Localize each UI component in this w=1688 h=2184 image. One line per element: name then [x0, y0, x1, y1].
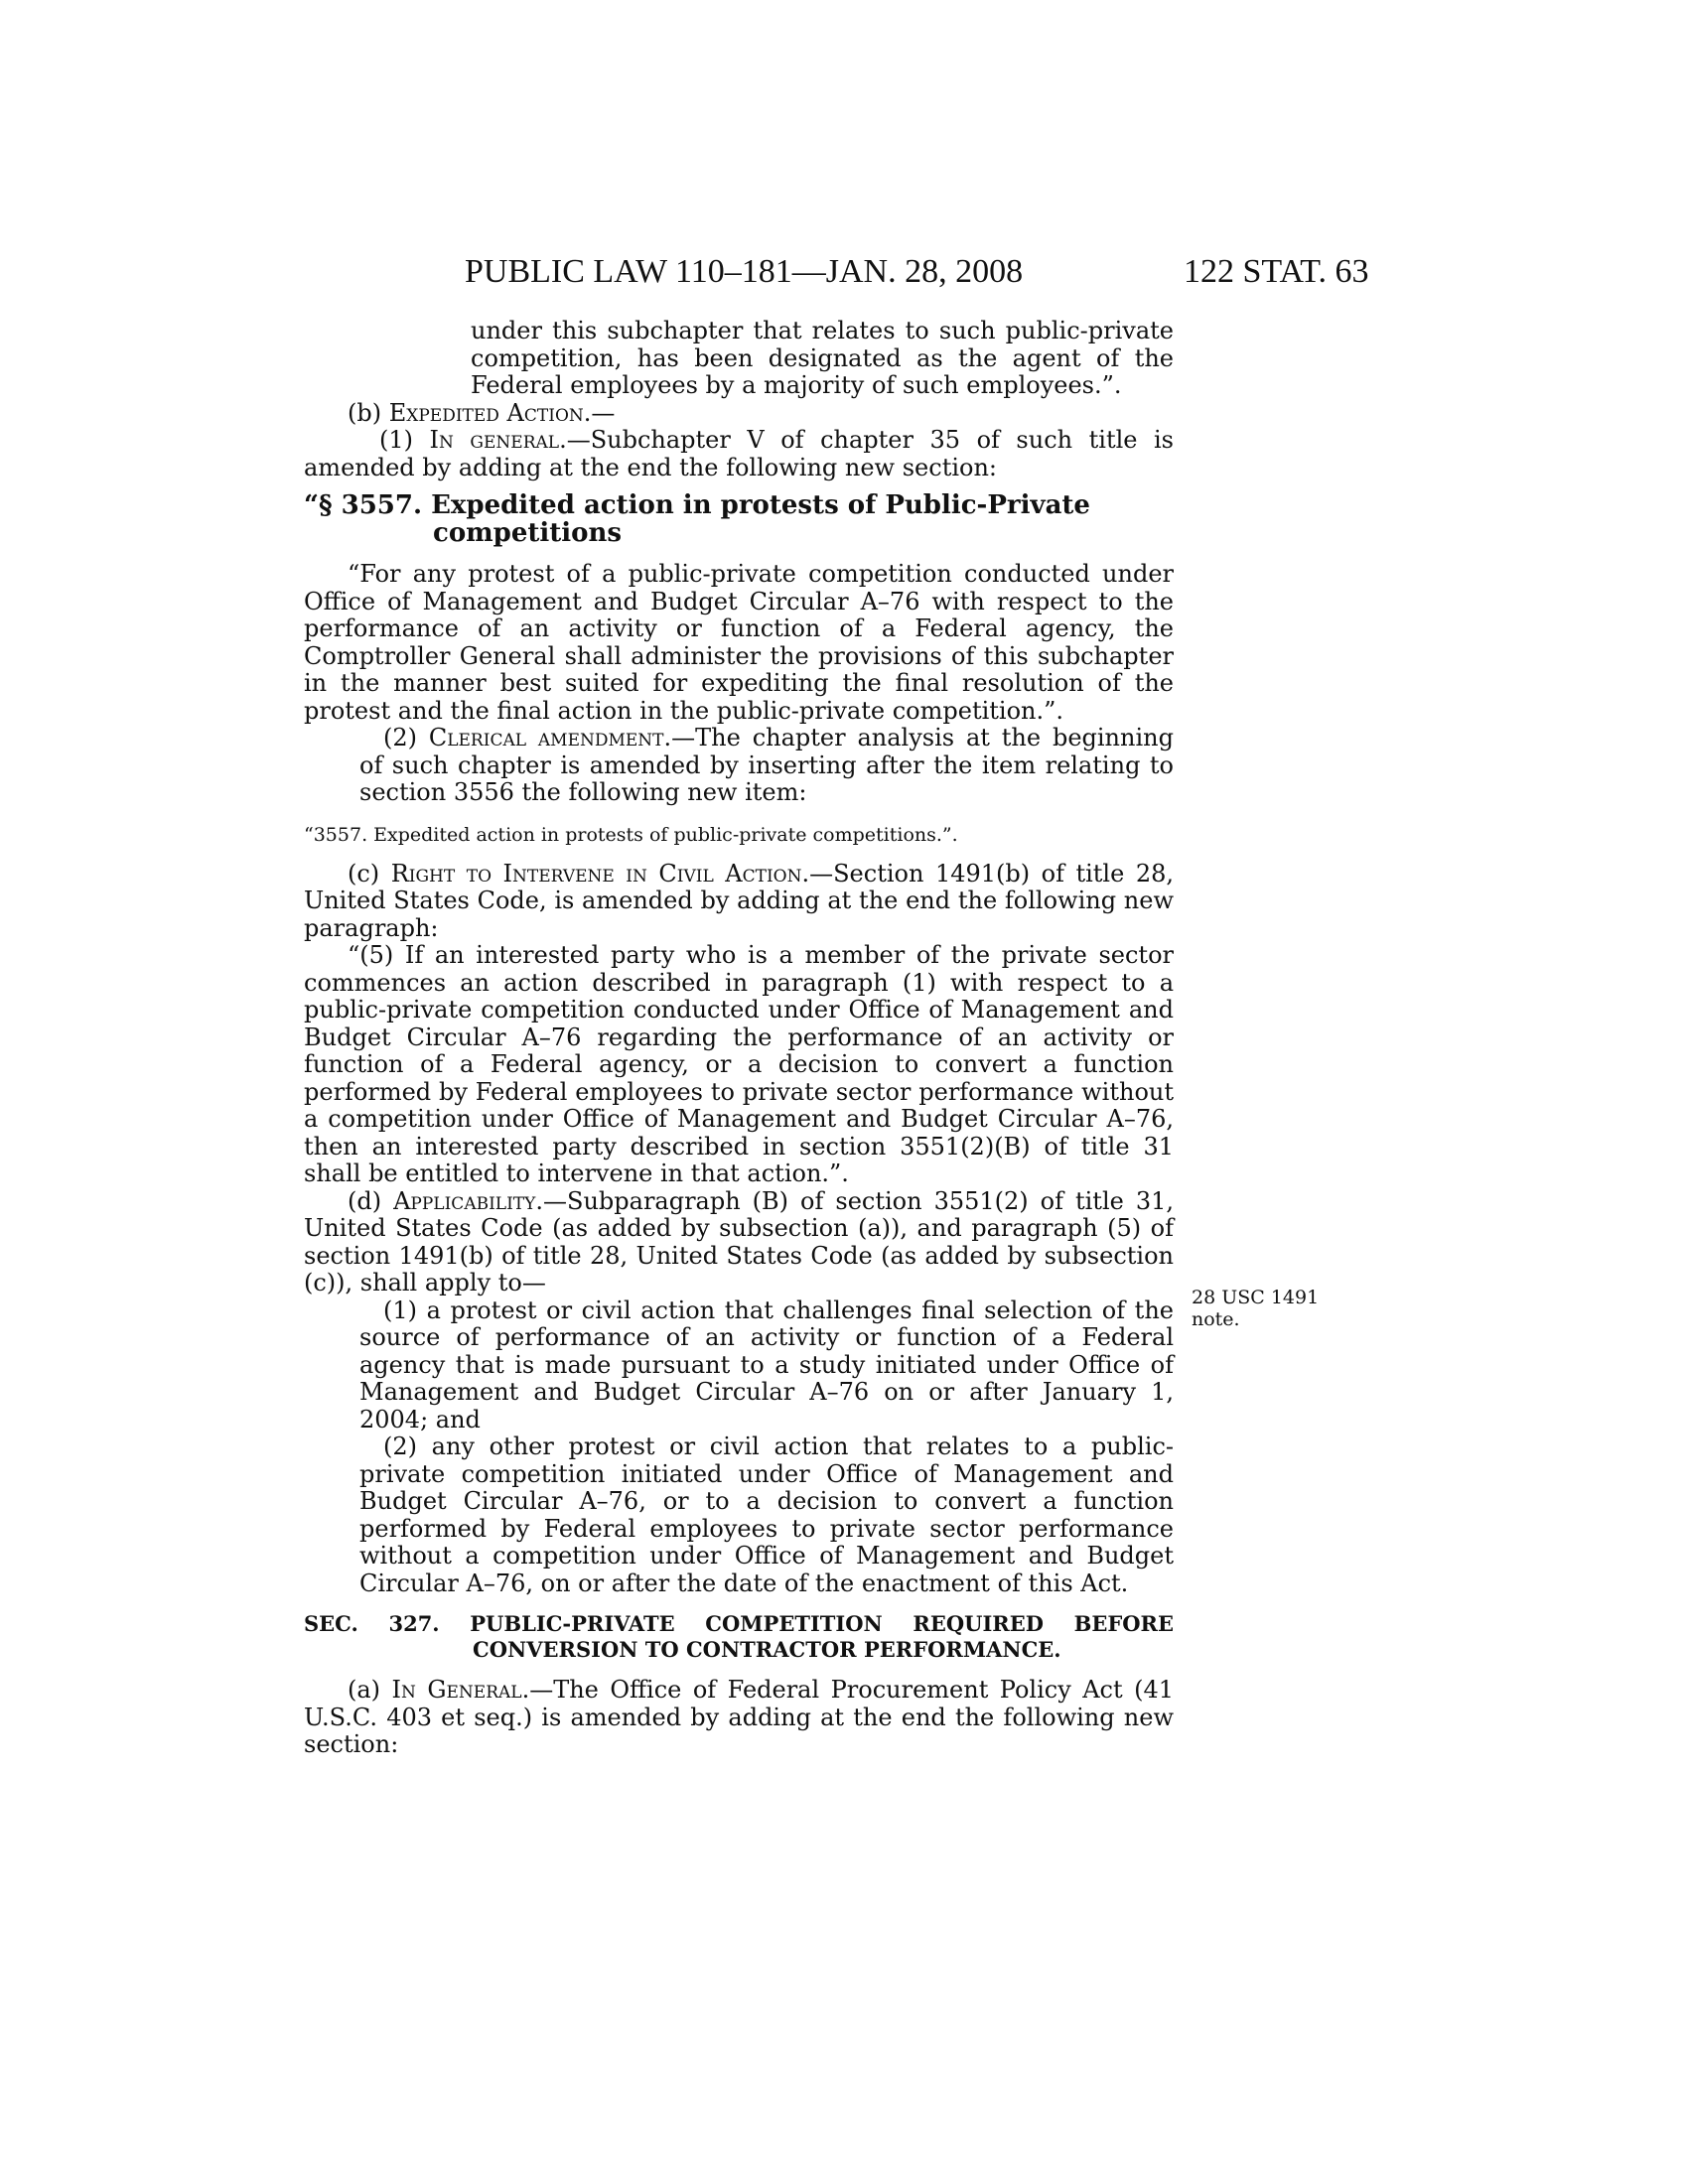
margin-note: [1192, 1287, 1340, 1330]
subsection-d: [304, 1188, 1174, 1297]
paragraph-b1-text: .—Subchapter V of chapter 35 of such title is amended by adding at the end the following new section:: [304, 426, 1174, 481]
page-number: 122 STAT. 63: [1184, 253, 1369, 290]
subsection-d-text: .—Subparagraph (B) of section 3551(2) of title 31, United States Code (as added by subsection (a)), and paragraph (5) of section 1491(b) of title 28, United States Code (as added by subsection (c)), shall apply to—: [304, 1186, 1174, 1297]
paragraph-b2-title: Clerical amendment: [428, 724, 664, 751]
subsection-a: [304, 1677, 1174, 1759]
subsection-b-dash: .—: [583, 398, 616, 427]
section-3557-text: “For any protest of a public-private competition conducted under Office of Management and Budget Circular A–76 with respect to the performance of an activity or function of a Federal agency, the Comptroller General shall administer the provisions of this subchapter in the manner best suited for expediting the final resolution of the protest and the final action in the public-private competition.”.: [304, 560, 1174, 725]
subsection-c-title: Right to Intervene in Civil Action: [390, 859, 802, 887]
document-body: [304, 318, 1174, 1759]
subsection-c: [304, 861, 1174, 943]
paragraph-b1-label: (1): [379, 426, 413, 454]
paragraph-d2: (2) any other protest or civil action that relates to a public-private competition initiated under Office of Management and Budget Circular A–76, or to a decision to convert a function performed by Federal employees to private sector performance without a competition under Office of Management and Budget Circular A–76, on or after the date of the enactment of this Act.: [359, 1433, 1174, 1597]
section-3557-heading: “§ 3557. Expedited action in protests of Public-Private competitions: [304, 490, 1090, 548]
paragraph-b2-label: (2): [383, 724, 417, 751]
paragraph-b2-text: .—The chapter analysis at the beginning of such chapter is amended by inserting after the item relating to section 3556 the following new item:: [359, 724, 1174, 806]
margin-note-line2: note.: [1192, 1308, 1240, 1330]
paragraph-b1-title: In general: [429, 426, 560, 454]
paragraph-b2: [359, 725, 1174, 807]
subsection-b-title: Expedited Action: [388, 398, 584, 427]
running-header-title: PUBLIC LAW 110–181—JAN. 28, 2008: [465, 253, 1024, 290]
subsection-a-text: .—The Office of Federal Procurement Policy Act (41 U.S.C. 403 et seq.) is amended by adding at the end the following new section:: [304, 1676, 1174, 1758]
subsection-a-title: In General: [391, 1676, 522, 1704]
subsection-d-title: Applicability: [393, 1186, 536, 1215]
margin-note-line1: 28 USC 1491: [1192, 1287, 1320, 1308]
paragraph-b1: [304, 427, 1174, 481]
section-327-heading: SEC. 327. PUBLIC-PRIVATE COMPETITION REQUIRED BEFORE CONVERSION TO CONTRACTOR PERFORMANCE.: [304, 1611, 1174, 1662]
subsection-c-label: (c): [348, 859, 380, 887]
chapter-analysis-item: “3557. Expedited action in protests of public-private competitions.”.: [304, 823, 958, 846]
subsection-b-heading: [348, 400, 1174, 428]
subsection-b-label: (b): [348, 398, 382, 427]
paragraph-5-quote: “(5) If an interested party who is a member of the private sector commences an action described in paragraph (1) with respect to a public-private competition conducted under Office of Management and Budget Circular A–76 regarding the performance of an activity or function of a Federal agency, or a decision to convert a function performed by Federal employees to private sector performance without a competition under Office of Management and Budget Circular A–76, then an interested party described in section 3551(2)(B) of title 31 shall be entitled to intervene in that action.”.: [304, 941, 1174, 1187]
continued-paragraph: under this subchapter that relates to such public-private competition, has been designated as the agent of the Federal employees by a majority of such employees.”.: [471, 317, 1174, 399]
paragraph-d1: (1) a protest or civil action that challenges final selection of the source of performance of an activity or function of a Federal agency that is made pursuant to a study initiated under Office of Management and Budget Circular A–76 on or after January 1, 2004; and: [359, 1296, 1174, 1433]
subsection-a-label: (a): [348, 1676, 381, 1704]
subsection-d-label: (d): [348, 1186, 382, 1215]
subsection-c-text: .—Section 1491(b) of title 28, United States Code, is amended by adding at the end the following new paragraph:: [304, 859, 1174, 942]
